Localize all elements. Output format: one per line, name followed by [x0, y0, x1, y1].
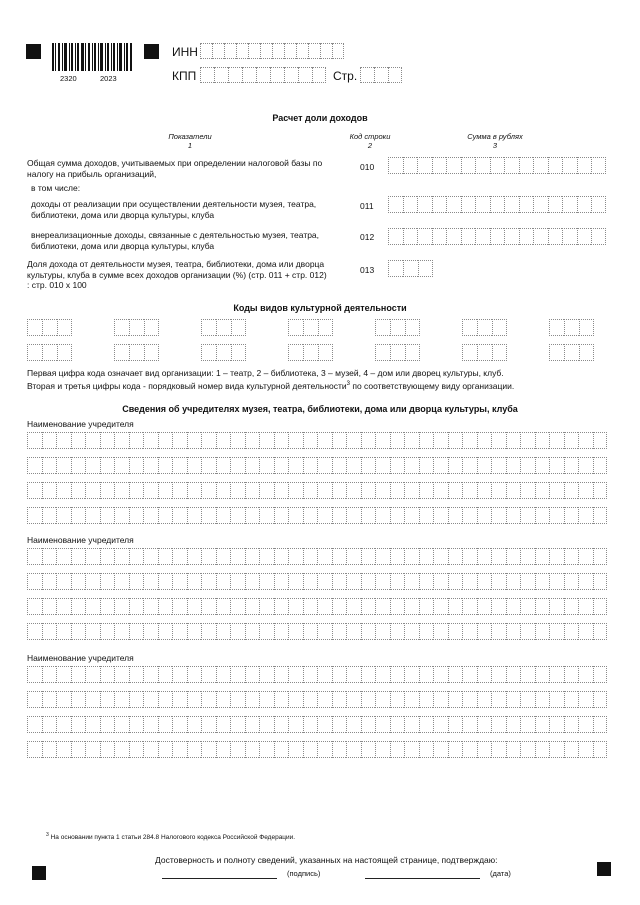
- kpp-label: КПП: [172, 69, 197, 83]
- founder-name-row[interactable]: [27, 716, 607, 733]
- footnote: [46, 832, 295, 841]
- code-field[interactable]: [27, 344, 72, 361]
- codes-grid: [27, 319, 617, 365]
- kpp-field[interactable]: [200, 67, 326, 83]
- codes-note-2-before: Вторая и третья цифры кода - порядковый номер вида культурной деятельности: [27, 380, 347, 391]
- row-012-code: 012: [360, 232, 375, 242]
- code-field[interactable]: [462, 319, 507, 336]
- founder-name-row[interactable]: [27, 548, 607, 565]
- founder-name-row[interactable]: [27, 507, 607, 524]
- footnote-mark: 3: [46, 832, 49, 838]
- code-field[interactable]: [288, 344, 333, 361]
- row-012-label: внереализационные доходы, связанные с деятельностью музея, театра, библиотеки, дома или дворца культуры, клуба: [31, 230, 320, 251]
- signature-line[interactable]: [162, 878, 277, 879]
- col2-num: 2: [367, 141, 373, 150]
- founder-name-row[interactable]: [27, 457, 607, 474]
- founder-name-row[interactable]: [27, 598, 607, 615]
- codes-section-title: Коды видов культурной деятельности: [233, 303, 407, 313]
- income-section-title: Расчет доли доходов: [272, 113, 368, 123]
- barcode-number-2: 2023: [100, 74, 117, 83]
- code-field[interactable]: [549, 319, 594, 336]
- founder-2-label: Наименование учредителя: [27, 535, 134, 545]
- row-011-label: доходы от реализации при осуществлении деятельности музея, театра, библиотеки, дома или дворца культуры, клуба: [31, 199, 317, 220]
- founder-name-row[interactable]: [27, 741, 607, 758]
- col3-header: Сумма в рублях: [467, 132, 523, 141]
- founder-name-row[interactable]: [27, 623, 607, 640]
- code-field[interactable]: [201, 319, 246, 336]
- in-that-number-label: в том числе:: [31, 183, 81, 193]
- corner-marker-top-left: [26, 44, 41, 59]
- barcode-number-1: 2320: [60, 74, 77, 83]
- code-field[interactable]: [375, 344, 420, 361]
- code-field[interactable]: [201, 344, 246, 361]
- inn-label: ИНН: [172, 45, 198, 59]
- row-010-amount-field[interactable]: [388, 157, 606, 174]
- confirm-text: Достоверность и полноту сведений, указанных на настоящей странице, подтверждаю:: [155, 855, 498, 865]
- founder-name-row[interactable]: [27, 432, 607, 449]
- signature-label: (подпись): [287, 869, 321, 878]
- codes-note-2: [27, 379, 627, 391]
- barcode-icon: [52, 43, 132, 71]
- code-field[interactable]: [114, 344, 159, 361]
- row-010-code: 010: [360, 162, 375, 172]
- date-label: (дата): [490, 869, 511, 878]
- row-012-amount-field[interactable]: [388, 228, 606, 245]
- founder-name-row[interactable]: [27, 666, 607, 683]
- date-line[interactable]: [365, 878, 480, 879]
- row-013-label: Доля дохода от деятельности музея, театра, библиотеки, дома или дворца культуры, клуба в сумме всех доходов организации (%) (стр. 011 + стр. 012) : стр. 010 х 100: [27, 259, 327, 290]
- code-field[interactable]: [549, 344, 594, 361]
- corner-marker-bottom-right: [597, 862, 611, 876]
- inn-field[interactable]: [200, 43, 344, 59]
- col1-num: 1: [187, 141, 193, 150]
- barcode: [52, 43, 132, 71]
- codes-note-1: Первая цифра кода означает вид организации: 1 – театр, 2 – библиотека, 3 – музей, 4 – дом или дворец культуры, клуб.: [27, 368, 504, 378]
- founder-name-row[interactable]: [27, 482, 607, 499]
- col2-header: Код строки: [349, 132, 391, 141]
- founder-1-label: Наименование учредителя: [27, 419, 134, 429]
- page-field[interactable]: [360, 67, 402, 83]
- col1-header: Показатели: [168, 132, 212, 141]
- row-011-code: 011: [360, 201, 374, 211]
- row-010-label: Общая сумма доходов, учитываемых при определении налоговой базы по налогу на прибыль организаций,: [27, 158, 323, 179]
- codes-note-2-sup: 3: [346, 381, 350, 387]
- code-field[interactable]: [288, 319, 333, 336]
- row-013-code: 013: [360, 265, 375, 275]
- code-field[interactable]: [462, 344, 507, 361]
- corner-marker-top-mid: [144, 44, 159, 59]
- code-field[interactable]: [27, 319, 72, 336]
- founders-section-title: Сведения об учредителях музея, театра, библиотеки, дома или дворца культуры, клуба: [122, 404, 518, 414]
- row-013-percent-field[interactable]: [388, 260, 433, 277]
- page-label: Стр.: [333, 69, 358, 83]
- code-field[interactable]: [375, 319, 420, 336]
- founder-3-label: Наименование учредителя: [27, 653, 134, 663]
- codes-note-2-after: по соответствующему виду организации.: [352, 380, 515, 391]
- corner-marker-bottom-left: [32, 866, 46, 880]
- code-field[interactable]: [114, 319, 159, 336]
- founder-name-row[interactable]: [27, 691, 607, 708]
- founder-name-row[interactable]: [27, 573, 607, 590]
- row-011-amount-field[interactable]: [388, 196, 606, 213]
- col3-num: 3: [492, 141, 498, 150]
- footnote-text: На основании пункта 1 статьи 284.8 Налогового кодекса Российской Федерации.: [50, 834, 296, 842]
